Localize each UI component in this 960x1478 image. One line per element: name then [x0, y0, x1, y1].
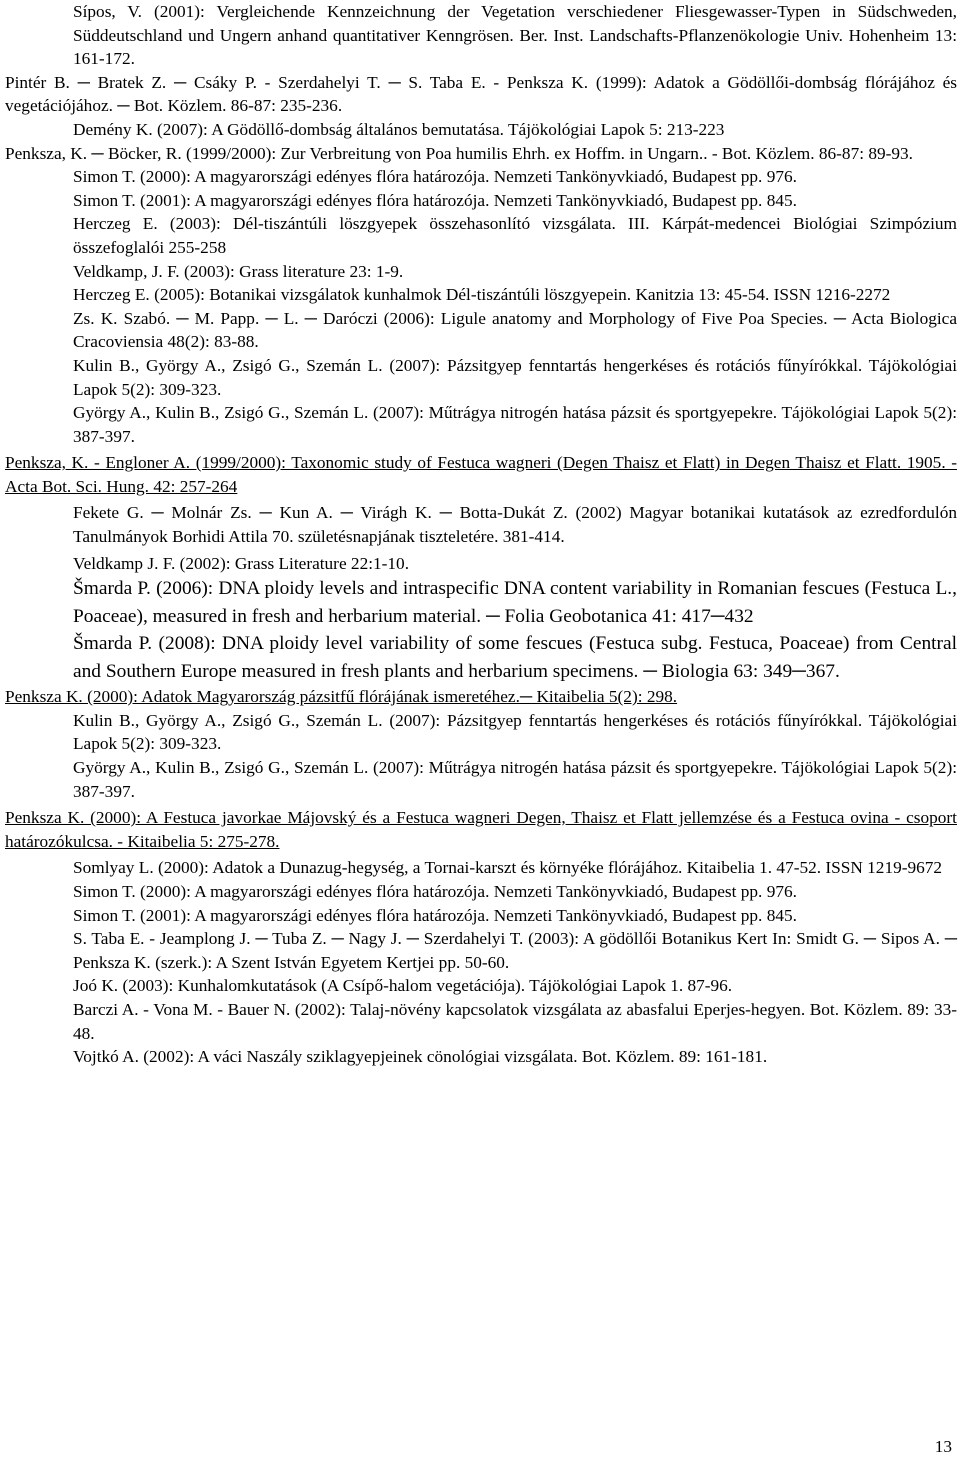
reference-number: [5, 354, 73, 378]
reference-entry: [5, 880, 957, 904]
reference-number: [5, 904, 73, 928]
reference-number: [5, 927, 73, 951]
reference-text: György A., Kulin B., Zsigó G., Szemán L. (2007): Műtrágya nitrogén hatása pázsit és sportgyepekre. Tájökológiai Lapok 5(2): 387-397.: [73, 758, 957, 801]
reference-number: [5, 709, 73, 733]
reference-entry: [5, 630, 957, 685]
reference-text: Veldkamp J. F. (2002): Grass Literature 22:1-10.: [73, 553, 410, 573]
reference-entry: [5, 501, 957, 548]
reference-entry: [5, 307, 957, 354]
reference-text: Barczi A. - Vona M. - Bauer N. (2002): Talaj-növény kapcsolatok vizsgálata az abasfalui Eperjes-hegyen. Bot. Közlem. 89: 33-48.: [73, 999, 957, 1043]
reference-number: [5, 1045, 73, 1069]
reference-entry: [5, 904, 957, 928]
reference-text: Kulin B., György A., Zsigó G., Szemán L. (2007): Pázsitgyep fenntartás hengerkéses és rotációs fűnyírókkal. Tájökológiai Lapok 5(2): 309-323.: [73, 710, 957, 754]
reference-entry: [5, 1045, 957, 1069]
reference-number: [5, 307, 73, 331]
reference-number: [5, 998, 73, 1022]
reference-entry: [5, 189, 957, 213]
reference-entry-unnumbered: [5, 685, 957, 709]
reference-entry: [5, 260, 957, 284]
reference-entry-unnumbered: [5, 451, 957, 498]
page-number: 13: [934, 1437, 952, 1456]
reference-number: [5, 880, 73, 904]
reference-text: Joó K. (2003): Kunhalomkutatások (A Csípő-halom vegetációja). Tájökológiai Lapok 1. 87-96.: [73, 976, 733, 996]
reference-entry-unnumbered: [5, 806, 957, 853]
reference-number: [5, 118, 73, 142]
reference-entry: [5, 354, 957, 401]
reference-number: [5, 283, 73, 307]
reference-number: [5, 552, 73, 576]
reference-entry: [5, 709, 957, 756]
reference-text: Simon T. (2000): A magyarországi edényes flóra határozója. Nemzeti Tankönyvkiadó, Budapest pp. 976.: [73, 882, 797, 901]
reference-entry: [5, 927, 957, 974]
reference-text: Somlyay L. (2000): Adatok a Dunazug-hegység, a Tornai-karszt és környéke flórájához. Kitaibelia 1. 47-52. ISSN 1219-9672: [73, 858, 943, 878]
reference-entry: [5, 0, 957, 71]
reference-number: [5, 212, 73, 236]
reference-text: Penksza K. (2000): A Festuca javorkae Májovský és a Festuca wagneri Degen, Thaisz et Flatt jellemzése és a Festuca ovina - csoport határozókulcsa. - Kitaibelia 5: 275-278.: [5, 808, 957, 851]
reference-entry: [5, 756, 957, 803]
reference-number: [5, 189, 73, 213]
reference-entry-unnumbered: [5, 142, 957, 166]
reference-text: Pintér B. ─ Bratek Z. ─ Csáky P. - Szerdahelyi T. ─ S. Taba E. - Penksza K. (1999): Adatok a Gödöllői-dombság flórájához és vegetációjához. ─ Bot. Közlem. 86-87: 235-236.: [5, 72, 957, 116]
reference-number: [5, 756, 73, 780]
reference-entry: [5, 118, 957, 142]
reference-text: Vojtkó A. (2002): A váci Naszály sziklagyepjeinek cönológiai vizsgálata. Bot. Közlem. 89: 161-181.: [73, 1047, 768, 1067]
reference-number: [5, 856, 73, 880]
reference-number: [5, 974, 73, 998]
reference-text: Penksza, K. - Engloner A. (1999/2000): Taxonomic study of Festuca wagneri (Degen Thaisz et Flatt) in Degen Thaisz et Flatt. 1905. - Acta Bot. Sci. Hung. 42: 257-264: [5, 453, 957, 496]
reference-text: Zs. K. Szabó. ─ M. Papp. ─ L. ─ Daróczi (2006): Ligule anatomy and Morphology of Five Poa Species. ─ Acta Biologica Cracoviensia 48(2): 83-88.: [73, 308, 957, 352]
reference-text: Kulin B., György A., Zsigó G., Szemán L. (2007): Pázsitgyep fenntartás hengerkéses és rotációs fűnyírókkal. Tájökológiai Lapok 5(2): 309-323.: [73, 355, 957, 399]
reference-text: Šmarda P. (2006): DNA ploidy levels and intraspecific DNA content variability in Romanian fescues (Festuca L., Poaceae), measured in fresh and herbarium material. ─ Folia Geobotanica 41: 417─432: [73, 578, 957, 627]
reference-text: Demény K. (2007): A Gödöllő-dombság általános bemutatása. Tájökológiai Lapok 5: 213-223: [73, 119, 725, 139]
reference-number: [5, 165, 73, 189]
reference-entry-unnumbered: [5, 71, 957, 118]
reference-entry: [5, 283, 957, 307]
reference-text: Simon T. (2001): A magyarországi edényes flóra határozója. Nemzeti Tankönyvkiadó, Budapest pp. 845.: [73, 190, 797, 210]
reference-text: Herczeg E. (2005): Botanikai vizsgálatok kunhalmok Dél-tiszántúli löszgyepein. Kanitzia 13: 45-54. ISSN 1216-2272: [73, 285, 891, 305]
reference-number: [5, 260, 73, 284]
reference-text: Fekete G. ─ Molnár Zs. ─ Kun A. ─ Virágh K. ─ Botta-Dukát Z. (2002) Magyar botanikai kutatások az ezredfordulón Tanulmányok Borhidi Attila 70. születésnapjának tiszteletére. 381-414.: [73, 503, 957, 547]
reference-entry: [5, 974, 957, 998]
reference-number: [5, 501, 73, 525]
reference-entry: [5, 575, 957, 630]
reference-entry: [5, 998, 957, 1045]
reference-entry: [5, 165, 957, 189]
reference-text: Veldkamp, J. F. (2003): Grass literature 23: 1-9.: [73, 261, 404, 281]
reference-text: Šmarda P. (2008): DNA ploidy level variability of some fescues (Festuca subg. Festuca, Poaceae) from Central and Southern Europe measured in fresh plants and herbarium specimens. ─ Biologia 63: 349─367.: [73, 633, 957, 682]
reference-number: [5, 575, 73, 603]
reference-text: Penksza, K. ─ Böcker, R. (1999/2000): Zur Verbreitung von Poa humilis Ehrh. ex Hoffm. in Ungarn.. - Bot. Közlem. 86-87: 89-93.: [5, 143, 913, 163]
reference-number: [5, 630, 73, 658]
reference-text: Penksza K. (2000): Adatok Magyarország pázsitfű flórájának ismeretéhez.─ Kitaibelia 5(2): 298.: [5, 687, 678, 707]
reference-text: Simon T. (2001): A magyarországi edényes flóra határozója. Nemzeti Tankönyvkiadó, Budapest pp. 845.: [73, 905, 797, 925]
reference-number: [5, 401, 73, 425]
reference-text: Herczeg E. (2003): Dél-tiszántúli löszgyepek összehasonlító vizsgálata. III. Kárpát-medencei Biológiai Szimpózium összefoglalói 255-258: [73, 214, 957, 257]
reference-entry: [5, 401, 957, 448]
reference-text: Sípos, V. (2001): Vergleichende Kennzeichnung der Vegetation verschiedener Fliesgewasser-Typen in Südschweden, Süddeutschland und Ungern anhand quantitativer Kenngrösen. Ber. Inst. Landschafts-Pflanzenökologie Univ. Hohenheim 13: 161-172.: [73, 2, 957, 69]
reference-entry: [5, 856, 957, 880]
reference-number: [5, 0, 73, 24]
reference-list: [5, 0, 957, 1069]
reference-text: György A., Kulin B., Zsigó G., Szemán L. (2007): Műtrágya nitrogén hatása pázsit és sportgyepekre. Tájökológiai Lapok 5(2): 387-397.: [73, 403, 957, 446]
reference-text: S. Taba E. - Jeamplong J. ─ Tuba Z. ─ Nagy J. ─ Szerdahelyi T. (2003): A gödöllői Botanikus Kert In: Smidt G. ─ Sipos A. ─ Penksza K. (szerk.): A Szent István Egyetem Kertjei pp. 50-60.: [73, 929, 957, 972]
reference-text: Simon T. (2000): A magyarországi edényes flóra határozója. Nemzeti Tankönyvkiadó, Budapest pp. 976.: [73, 167, 797, 187]
reference-entry: [5, 552, 957, 576]
reference-entry: [5, 212, 957, 259]
